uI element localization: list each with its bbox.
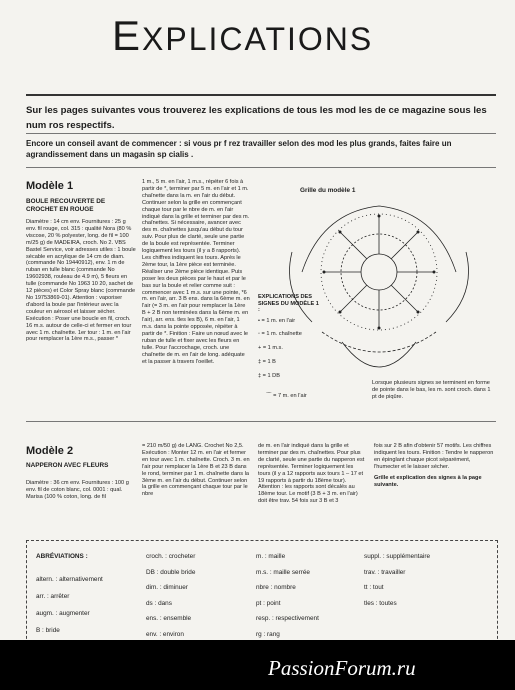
- abbreviation-item: nbre : nombre: [256, 584, 296, 591]
- grid-dot: [378, 327, 381, 330]
- watermark: PassionForum.ru: [268, 656, 416, 680]
- abbreviation-item: altern. : alternativement: [36, 576, 103, 583]
- model-2-text-col4: fois sur 2 B afin d'obtenir 57 motifs. Les chiffres indiquent les tours. Finition : Tendre le napperon en épinglant chaque picot séparément, l'humecter et le laisser sécher. Grille et explication des signes à la page suivante.: [374, 443, 494, 488]
- model-1-subtitle: BOULE RECOUVERTE DE CROCHET EN ROUGE: [26, 198, 106, 213]
- legend-item: ⌒ = 7 m. en l'air: [266, 393, 307, 399]
- legend-item: ‡ = 1 B: [258, 359, 276, 365]
- treble-crochet-symbol-icon: ‡: [258, 373, 263, 379]
- grid-dot: [339, 231, 342, 234]
- model-2-text-col2: = 210 m/50 g) de LANG. Crochet No 2,5. Exécution : Monter 12 m. en l'air et fermer en tour avec 1 m. chaînette. Croch. 3 m. en l'air pour remplacer la 1ère B et 23 B dans le rond, terminer par 1 m. chaînette dans la 3ème m. en l'air du début. Continuer selon la grille en commençant chaque tour par le nbre: [142, 443, 250, 498]
- grid-arc: [342, 342, 416, 367]
- model-1-text-col1: Diamètre : 14 cm env. Fournitures : 25 g env. fil rouge, col. 315 : qualité Nora (80 % viscose, 20 % polyester, long. de fil = 100 m/25 g) de MADEIRA, croch. No 2. VBS Bastel Service, voir adresses utiles : 1 boule sécable en acrylique de 14 cm de diam. (commande No 19440912), env. 1 m de ruban en tulle blanc (commande No 19602938, rouleau de 4.9 m), 5 fleurs en tulle (commande No 1963 10 20, sachet de 12 pièces) et Color Spray blanc (commande No 19753869-01). Attention : vaporiser d'abord la boule par l'intérieur avec la couleur en aérosol et laisser sécher. Exécution : Poser une boucle en fil, croch. 16 m.s. autour de celle-ci et fermer en tour avec 1 m. chaînette. 1er tour : 1 m. en l'air pour remplacer la 1ère m.s., passer *: [26, 219, 136, 343]
- abbreviation-item: rg : rang: [256, 630, 280, 638]
- intro-text: Sur les pages suivantes vous trouverez les explications de tous les mod les de ce magazine sous les num ros respectifs.: [26, 105, 487, 131]
- abbreviation-item: suppl. : supplémentaire: [364, 553, 431, 560]
- legend-item: ‡ = 1 DB: [258, 373, 280, 379]
- advice-text: Encore un conseil avant de commencer : si vous pr f rez travailler selon des mod les plus grands, faites faire un agrandissement dans un magasin sp cialis .: [26, 139, 452, 159]
- grid-dot: [417, 231, 420, 234]
- legend-item: + = 1 m.s.: [258, 345, 283, 351]
- abbreviation-item: m.s. : maille serrée: [256, 568, 310, 576]
- divider: [26, 133, 496, 134]
- grid-arc: [322, 332, 436, 352]
- grid-stitch: [340, 285, 367, 312]
- divider: [26, 421, 496, 422]
- abbreviation-item: croch. : crocheter: [146, 553, 196, 560]
- slip-stitch-symbol-icon: ◦: [258, 331, 262, 337]
- abbreviations-title: ABRÉVIATIONS :: [36, 553, 88, 560]
- abbreviation-item: arr. : arrêter: [36, 593, 70, 600]
- grid-stitch: [340, 232, 367, 259]
- abbreviation-item: env. : environ: [146, 630, 184, 638]
- grid-stitch: [391, 285, 418, 312]
- abbreviation-item: tles : toutes: [364, 599, 397, 607]
- model-1-heading: Modèle 1: [26, 180, 74, 192]
- abbreviation-item: ens. : ensemble: [146, 615, 192, 622]
- grid-dot: [433, 271, 436, 274]
- grid-dot: [339, 311, 342, 314]
- double-crochet-symbol-icon: ‡: [258, 359, 263, 365]
- chain-symbol-icon: •: [258, 318, 262, 324]
- grid-note: Lorsque plusieurs signes se terminent en forme de pointe dans le bas, les m. sont croch. dans 1 pt de piqûre.: [372, 380, 491, 400]
- abbreviation-item: pt : point: [256, 599, 281, 607]
- model-2-subtitle: NAPPERON AVEC FLEURS: [26, 462, 109, 469]
- abbreviation-item: dim. : diminuer: [146, 584, 188, 591]
- legend-list: [258, 318, 338, 400]
- abbreviation-item: resp. : respectivement: [256, 615, 319, 622]
- abbreviation-item: DB : double bride: [146, 568, 196, 576]
- legend-item: • = 1 m. en l'air: [258, 318, 296, 324]
- grid-dot: [323, 271, 326, 274]
- abbreviations-column: [364, 553, 484, 615]
- grid-dot: [378, 215, 381, 218]
- grid-ring: [361, 254, 397, 290]
- model-1-text-col2: 1 m., 5 m. en l'air, 1 m.s., répéter 6 fois à partir de *, terminer par 5 m. en l'air et 1 m. chaînette dans la m. en l'air du début. Continuer selon la grille en commençant chaque tour par le nbre de m. en l'air indiqué dans la grille et terminer par des m. chaînettes. Si nécessaire, avancer avec des m. chaînettes jusqu'au début du tour suiv. Pour plus de clarté, seule une partie de la boule est représentée. Terminer logiquement les tours (il y a 8 rapports). Les chiffres indiquent les tours. Après le 2ème tour, la 1ère pièce est terminée. Réaliser une 2ème pièce identique. Puis poser les deux pièces par le haut et par le bas sur la boule et relier comme suit : commencer avec 1 m.s. sur une pointe, *6 m. en l'air, arr. 3 B ens. dans la 6ème m. en l'air (= 3 m. en l'air pour remplacer la 1ère B + 2 B non terminées dans la 6ème m. en l'air), arr. ens. tles les B), 6 m. en l'air, 1 m.s. dans la pointe opposée, répéter à partir de *. Finition : Faire un nœud avec le ruban de tulle et fixer avec les fleurs en tulle. Pour l'accrochage, croch. une chaînette de m. en l'air de long. adéquate et la passer à travers l'oeillet.: [142, 179, 250, 365]
- model-2-heading: Modèle 2: [26, 445, 74, 457]
- grid-dot: [417, 311, 420, 314]
- abbreviation-item: B : bride: [36, 627, 60, 634]
- model-2-text-col1: Diamètre : 36 cm env. Fournitures : 100 g env. fil de coton blanc, col. 0001 : qual. Marisa (100 % coton, long. de fil: [26, 480, 129, 500]
- arc-symbol-icon: ⌒: [266, 393, 274, 399]
- model-2-text-col3: de m. en l'air indiqué dans la grille et terminer par des m. chaînettes. Pour plus de clarté, seule une partie du napperon est représentée. Terminer logiquement les tours (il y a 12 rapports aux tours 1 – 17 et 19 rapports à partir du 18ème tour). Attention : les rapports sont décalés au 18ème tour. Le motif (3 B + 3 m. en l'air) doit être trav. 54 fois sur 3 B et 3: [258, 443, 365, 505]
- abbreviation-item: augm. : augmenter: [36, 610, 90, 617]
- footer-bar: [0, 640, 515, 690]
- abbreviation-item: trav. : travailler: [364, 568, 406, 576]
- grid-title: Grille du modèle 1: [300, 187, 356, 194]
- grid-stitch: [391, 232, 418, 259]
- abbreviation-item: m. : maille: [256, 553, 286, 560]
- single-crochet-symbol-icon: +: [258, 345, 263, 351]
- abbreviation-item: ds : dans: [146, 599, 172, 607]
- page-title: EXPLICATIONS: [112, 12, 374, 59]
- legend-item: ◦ = 1 m. chaînette: [258, 331, 302, 337]
- divider: [26, 167, 496, 168]
- title-rule: [26, 94, 496, 96]
- abbreviation-item: tt : tout: [364, 584, 384, 591]
- legend-title: EXPLICATIONS DES SIGNES DU MODÈLE 1 :: [258, 294, 319, 314]
